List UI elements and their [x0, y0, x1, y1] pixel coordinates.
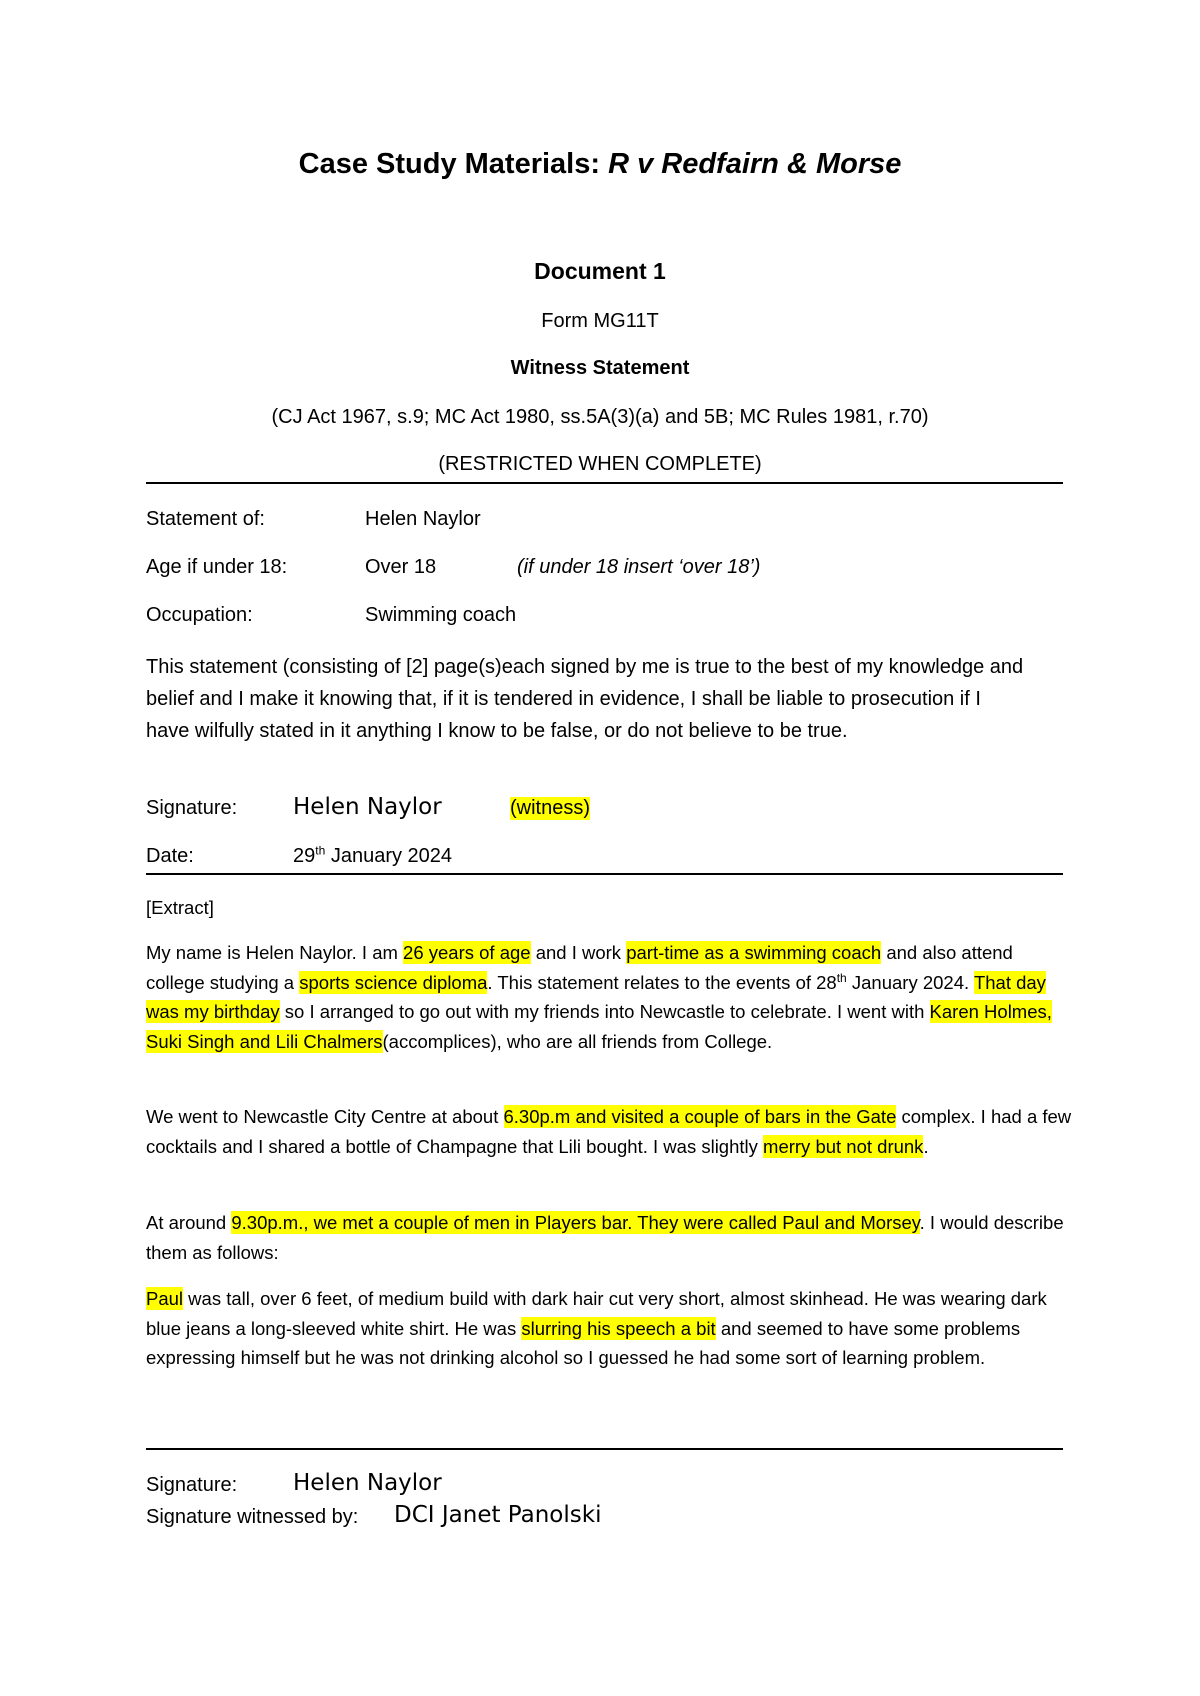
- paragraph-text: At around: [146, 1212, 232, 1233]
- highlighted-text: 6.30p.m and visited a couple of bars in the Gate: [503, 1106, 897, 1127]
- statement-type: Witness Statement: [510, 357, 690, 379]
- extract-paragraph-3: [146, 1208, 1076, 1267]
- extract-label: [Extract]: [146, 897, 214, 918]
- paragraph-text: . I would describe them as follows:: [146, 1212, 1064, 1263]
- highlighted-text: part-time as a swimming coach: [626, 942, 882, 963]
- paragraph-text: My name is Helen Naylor. I am: [146, 942, 404, 963]
- footer-signature-value: Helen Naylor: [293, 1470, 442, 1496]
- paragraph-text: so I arranged to go out with my friends into Newcastle to celebrate. I went with: [279, 1001, 930, 1022]
- statement-of-value: Helen Naylor: [365, 508, 481, 530]
- paragraph-text: (accomplices), who are all friends from College.: [382, 1030, 773, 1052]
- extract-paragraph-2: [146, 1102, 1076, 1161]
- highlighted-text: Karen Holmes, Suki Singh and Lili Chalmers: [146, 1001, 1052, 1052]
- paragraph-text: .: [923, 1135, 929, 1157]
- restriction-note: (RESTRICTED WHEN COMPLETE): [438, 453, 762, 475]
- paragraph-text: was tall, over 6 feet, of medium build with dark hair cut very short, almost skinhead. He was wearing dark blue jeans a long-sleeved white shirt. He was: [146, 1288, 1047, 1339]
- age-value: Over 18: [365, 556, 437, 578]
- paragraph-text: complex. I had a few cocktails and I shared a bottle of Champagne that Lili bought. I was slightly: [146, 1106, 1072, 1157]
- statement-of-label: Statement of:: [146, 508, 265, 530]
- date-value: 29th January 2024: [293, 843, 453, 867]
- extract-paragraph-4: [146, 1284, 1076, 1373]
- age-label: Age if under 18:: [146, 556, 288, 578]
- date-label: Date:: [146, 845, 194, 867]
- signature-label: Signature:: [146, 797, 238, 819]
- highlighted-text: merry but not drunk: [763, 1135, 924, 1157]
- paragraph-text: and also attend college studying a: [146, 942, 1013, 993]
- form-code: Form MG11T: [541, 310, 659, 332]
- highlighted-text: 26 years of age: [403, 942, 531, 963]
- witnessed-by-value: DCI Janet Panolski: [394, 1502, 602, 1528]
- highlighted-text: sports science diploma: [299, 971, 488, 993]
- signature-value: Helen Naylor: [293, 794, 442, 820]
- paragraph-text: . This statement relates to the events of 28: [487, 971, 837, 993]
- act-reference: (CJ Act 1967, s.9; MC Act 1980, ss.5A(3)(a) and 5B; MC Rules 1981, r.70): [271, 406, 929, 428]
- page-title: Case Study Materials: R v Redfairn & Morse: [298, 148, 902, 180]
- document-label: Document 1: [534, 258, 666, 284]
- paragraph-text: th: [836, 970, 847, 985]
- middle-divider: [146, 873, 1063, 875]
- witness-note: (witness): [510, 797, 591, 819]
- footer-signature-label: Signature:: [146, 1474, 238, 1496]
- highlighted-text: Paul: [146, 1288, 184, 1309]
- top-divider: [146, 482, 1063, 484]
- declaration-text: This statement (consisting of [2] page(s)each signed by me is true to the best of my knowledge and belief and I make it knowing that, if it is tendered in evidence, I shall be liable to prosecution if I have wilfully stated in it anything I know to be false, or do not believe to be true.: [146, 656, 1024, 742]
- witnessed-by-label: Signature witnessed by:: [146, 1506, 359, 1528]
- highlighted-text: slurring his speech a bit: [521, 1317, 716, 1339]
- occupation-label: Occupation:: [146, 604, 253, 626]
- highlighted-text: That day was my birthday: [146, 971, 1046, 1022]
- paragraph-text: We went to Newcastle City Centre at about: [146, 1106, 504, 1127]
- paragraph-text: January 2024.: [846, 971, 974, 993]
- paragraph-text: and I work: [530, 942, 627, 963]
- age-note: (if under 18 insert ‘over 18’): [517, 556, 761, 578]
- occupation-value: Swimming coach: [365, 604, 517, 626]
- paragraph-text: and seemed to have some problems expressing himself but he was not drinking alcohol so I guessed he had some sort of learning problem.: [146, 1317, 1021, 1368]
- highlighted-text: 9.30p.m., we met a couple of men in Players bar. They were called Paul and Morsey: [231, 1212, 920, 1233]
- bottom-divider: [146, 1448, 1063, 1450]
- extract-paragraph-1: [146, 938, 1076, 1056]
